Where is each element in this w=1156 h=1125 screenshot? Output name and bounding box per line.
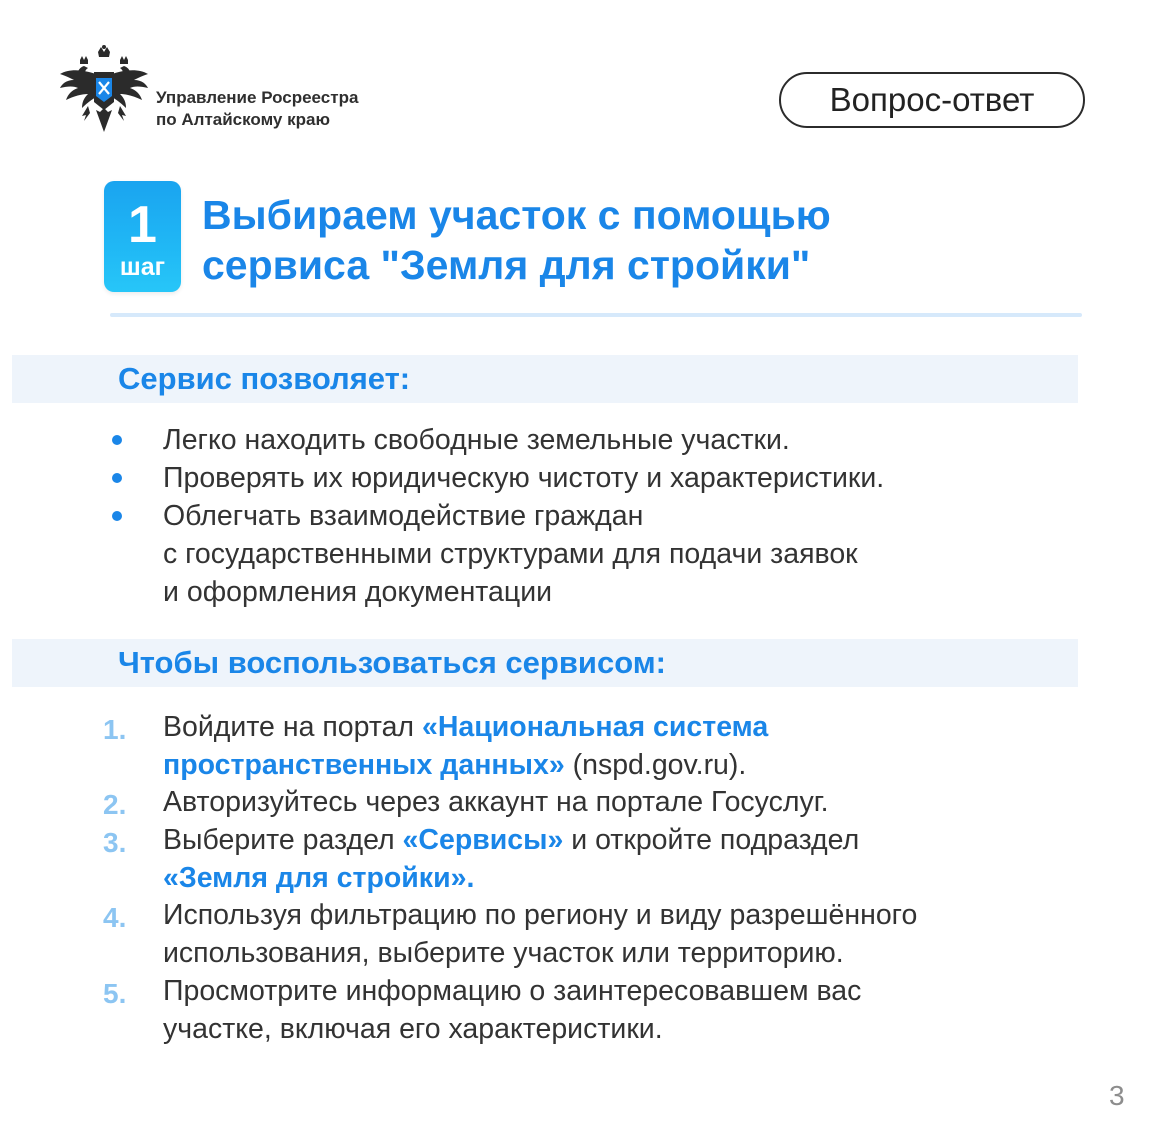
step-word: шаг <box>119 253 166 281</box>
step-2-line-1: Авторизуйтесь через аккаунт на портале Госуслуг. <box>163 786 829 818</box>
step-1-line-2 <box>163 746 746 784</box>
page-number: 3 <box>1109 1080 1125 1111</box>
step-2-number: 2. <box>103 789 127 820</box>
organization-name <box>156 87 358 131</box>
org-line-1: Управление Росреестра <box>156 88 359 107</box>
title-line-1: Выбираем участок с помощью <box>202 192 831 238</box>
step-3-line-2: «Земля для стройки». <box>163 862 475 894</box>
step-5-line-1: Просмотрите информацию о заинтересовавшем вас <box>163 975 862 1007</box>
eagle-emblem-icon <box>58 44 150 136</box>
qa-label: Вопрос-ответ <box>829 81 1035 118</box>
section-2-title: Чтобы воспользоваться сервисом: <box>118 645 666 680</box>
step-3-number: 3. <box>103 827 127 858</box>
step-3-text: Выберите раздел <box>163 824 403 856</box>
step-4-number: 4. <box>103 902 127 933</box>
title-line-2: сервиса "Земля для стройки" <box>202 242 811 288</box>
step-3-line-1 <box>163 821 859 859</box>
bullet-item-3-line-1: Облегчать взаимодействие граждан <box>163 500 644 532</box>
org-line-2: по Алтайскому краю <box>156 110 330 129</box>
step-1-portal-name: «Национальная система <box>421 711 769 743</box>
step-1-number: 1. <box>103 714 127 745</box>
step-number: 1 <box>128 196 157 254</box>
qa-badge <box>779 72 1085 128</box>
step-5-number: 5. <box>103 978 127 1009</box>
bullet-icon <box>112 435 122 445</box>
step-1-url: (nspd.gov.ru). <box>564 749 747 781</box>
step-3-text-cont: и откройте подраздел <box>563 824 860 856</box>
bullet-icon <box>112 473 122 483</box>
section-1-title: Сервис позволяет: <box>118 361 411 396</box>
page-title <box>202 190 831 290</box>
title-divider <box>110 313 1082 317</box>
step-1-line-1 <box>163 708 768 746</box>
step-4-line-2: использования, выберите участок или территорию. <box>163 937 844 969</box>
step-3-section-name: «Сервисы» <box>402 824 564 856</box>
bullet-item-2: Проверять их юридическую чистоту и характеристики. <box>163 462 885 494</box>
bullet-item-3-line-3: и оформления документации <box>163 576 553 608</box>
step-badge <box>104 181 181 292</box>
step-5-line-2: участке, включая его характеристики. <box>163 1013 663 1045</box>
bullet-icon <box>112 511 122 521</box>
step-4-line-1: Используя фильтрацию по региону и виду разрешённого <box>163 899 918 931</box>
bullet-item-3-line-2: с государственными структурами для подачи заявок <box>163 538 858 570</box>
bullet-item-1: Легко находить свободные земельные участки. <box>163 424 790 456</box>
step-1-portal-name-cont: пространственных данных» <box>163 749 565 781</box>
step-1-text: Войдите на портал <box>163 711 422 743</box>
